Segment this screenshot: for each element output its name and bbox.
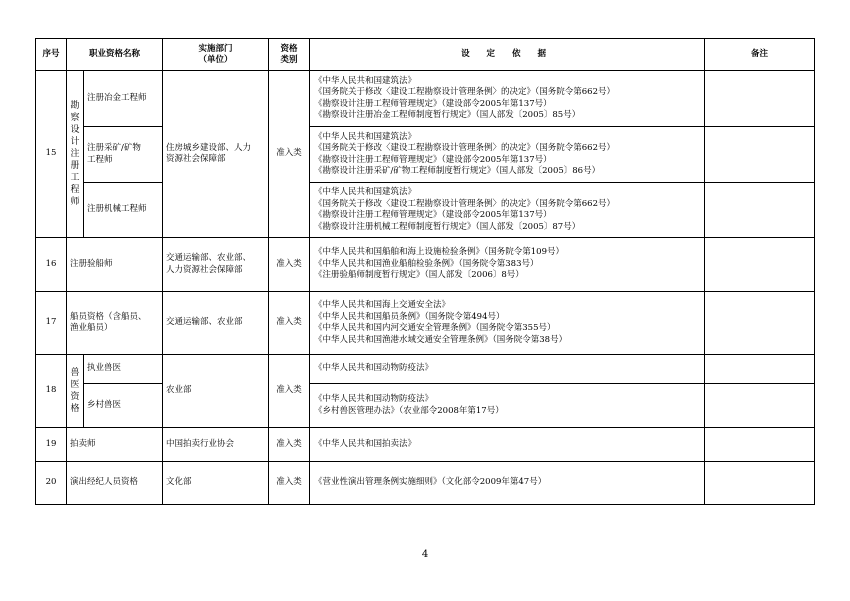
legal-basis: 《中华人民共和国建筑法》 《国务院关于修改〈建设工程勘察设计管理条例〉的决定》（国务院令第662号） 《勘察设计注册工程师管理规定》（建设部令2005年第137号） 《勘察设计注册机械工程师制度暂行规定》（国人部发〔2005〕87号）: [310, 183, 705, 238]
note-cell: [705, 462, 815, 505]
note-cell: [705, 428, 815, 462]
qualification-name: 注册机械工程师: [84, 183, 163, 238]
table-row: [36, 384, 815, 428]
qualification-name: 注册采矿/矿物 工程师: [84, 127, 163, 183]
note-cell: [705, 127, 815, 183]
qualification-name: 拍卖师: [67, 428, 163, 462]
row-seq: 20: [36, 462, 67, 505]
qualification-type: 准入类: [269, 355, 310, 428]
table-row: [36, 127, 815, 183]
legal-basis: 《中华人民共和国建筑法》 《国务院关于修改〈建设工程勘察设计管理条例〉的决定》（国务院令第662号） 《勘察设计注册工程师管理规定》（建设部令2005年第137号） 《勘察设计注册采矿/矿物工程师制度暂行规定》（国人部发〔2005〕86号）: [310, 127, 705, 183]
legal-basis: 《中华人民共和国动物防疫法》 《乡村兽医管理办法》（农业部令2008年第17号）: [310, 384, 705, 428]
note-cell: [705, 71, 815, 127]
header-dept: 实施部门 （单位）: [163, 39, 269, 71]
group-label-veterinary: 兽 医 资 格: [67, 355, 84, 428]
header-row: [36, 39, 815, 71]
qualification-table: [35, 38, 815, 505]
implementing-dept: 文化部: [163, 462, 269, 505]
note-cell: [705, 238, 815, 292]
legal-basis: 《中华人民共和国建筑法》 《国务院关于修改〈建设工程勘察设计管理条例〉的决定》（国务院令第662号） 《勘察设计注册工程师管理规定》（建设部令2005年第137号） 《勘察设计注册冶金工程师制度暂行规定》（国人部发〔2005〕85号）: [310, 71, 705, 127]
legal-basis: 《中华人民共和国动物防疫法》: [310, 355, 705, 384]
qualification-name: 执业兽医: [84, 355, 163, 384]
implementing-dept: 农业部: [163, 355, 269, 428]
row-seq: 17: [36, 292, 67, 355]
table-row: [36, 183, 815, 238]
header-note: 备注: [705, 39, 815, 71]
qualification-name: 注册冶金工程师: [84, 71, 163, 127]
table-row: [36, 462, 815, 505]
table-row: [36, 355, 815, 384]
qualification-type: 准入类: [269, 238, 310, 292]
legal-basis: 《营业性演出管理条例实施细则》（文化部令2009年第47号）: [310, 462, 705, 505]
qualification-type: 准入类: [269, 462, 310, 505]
qualification-name: 乡村兽医: [84, 384, 163, 428]
implementing-dept: 住房城乡建设部、人力 资源社会保障部: [163, 71, 269, 238]
table-row: [36, 71, 815, 127]
qualification-type: 准入类: [269, 292, 310, 355]
note-cell: [705, 384, 815, 428]
qualification-name: 演出经纪人员资格: [67, 462, 163, 505]
row-seq: 18: [36, 355, 67, 428]
legal-basis: 《中华人民共和国海上交通安全法》 《中华人民共和国船员条例》（国务院令第494号） 《中华人民共和国内河交通安全管理条例》（国务院令第355号） 《中华人民共和国渔港水域交通安全管理条例》（国务院令第38号）: [310, 292, 705, 355]
group-label-survey-design: 勘 察 设 计 注 册 工 程 师: [67, 71, 84, 238]
implementing-dept: 中国拍卖行业协会: [163, 428, 269, 462]
row-seq: 16: [36, 238, 67, 292]
qualification-type: 准入类: [269, 428, 310, 462]
qualification-type: 准入类: [269, 71, 310, 238]
legal-basis: 《中华人民共和国船舶和海上设施检验条例》（国务院令第109号） 《中华人民共和国渔业船舶检验条例》（国务院令第383号） 《注册验船师制度暂行规定》（国人部发〔2006〕8号）: [310, 238, 705, 292]
note-cell: [705, 183, 815, 238]
row-seq: 19: [36, 428, 67, 462]
implementing-dept: 交通运输部、农业部: [163, 292, 269, 355]
row-seq: 15: [36, 71, 67, 238]
header-basis: 设 定 依 据: [310, 39, 705, 71]
table-row: [36, 238, 815, 292]
table-row: [36, 292, 815, 355]
qualification-name: 船员资格（含船员、 渔业船员）: [67, 292, 163, 355]
note-cell: [705, 355, 815, 384]
implementing-dept: 交通运输部、农业部、 人力资源社会保障部: [163, 238, 269, 292]
qualification-name: 注册验船师: [67, 238, 163, 292]
legal-basis: 《中华人民共和国拍卖法》: [310, 428, 705, 462]
table-row: [36, 428, 815, 462]
note-cell: [705, 292, 815, 355]
header-seq: 序号: [36, 39, 67, 71]
header-name: 职业资格名称: [67, 39, 163, 71]
header-type: 资格 类别: [269, 39, 310, 71]
page-number: 4: [421, 549, 429, 560]
